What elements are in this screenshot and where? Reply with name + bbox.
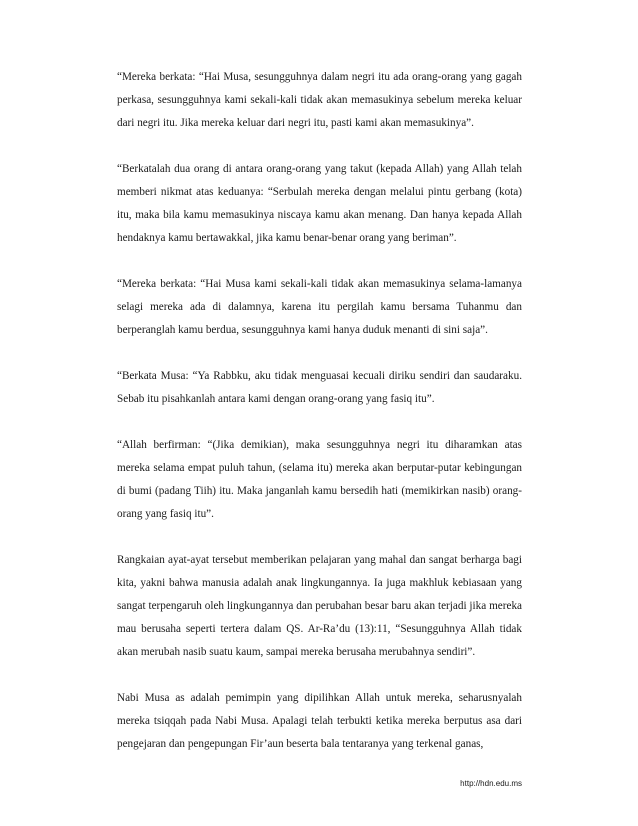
paragraph-5: “Allah berfirman: “(Jika demikian), maka sesungguhnya negri itu diharamkan atas mereka selama empat puluh tahun, (selama itu) mereka akan berputar-putar kebingungan di bumi (padang Tiih) itu. Maka janganlah kamu bersedih hati (memikirkan nasib) orang-orang yang fasiq itu”. [117,439,522,520]
body-text [117,66,522,779]
paragraph-3: “Mereka berkata: “Hai Musa kami sekali-kali tidak akan memasukinya selama-lamanya selagi mereka ada di dalamnya, karena itu pergilah kamu bersama Tuhanmu dan berperanglah kamu berdua, sesungguhnya kami hanya duduk menanti di sini saja”. [117,278,522,336]
paragraph-7: Nabi Musa as adalah pemimpin yang dipilihkan Allah untuk mereka, seharusnyalah mereka tsiqqah pada Nabi Musa. Apalagi telah terbukti ketika mereka berputus asa dari pengejaran dan pengepungan Fir’aun beserta bala tentaranya yang terkenal ganas, [117,692,522,750]
footer-url: http://hdn.edu.ms [460,779,522,788]
paragraph-1: “Mereka berkata: “Hai Musa, sesungguhnya dalam negri itu ada orang-orang yang gagah perkasa, sesungguhnya kami sekali-kali tidak akan memasukinya sebelum mereka keluar dari negri itu. Jika mereka keluar dari negri itu, pasti kami akan memasukinya”. [117,71,522,129]
paragraph-4: “Berkata Musa: “Ya Rabbku, aku tidak menguasai kecuali diriku sendiri dan saudaraku. Sebab itu pisahkanlah antara kami dengan orang-orang yang fasiq itu”. [117,370,522,405]
paragraph-6: Rangkaian ayat-ayat tersebut memberikan pelajaran yang mahal dan sangat berharga bagi kita, yakni bahwa manusia adalah anak lingkungannya. Ia juga makhluk kebiasaan yang sangat terpengaruh oleh lingkungannya dan perubahan besar baru akan terjadi jika mereka mau berusaha seperti tertera dalam QS. Ar-Ra’du (13):11, “Sesungguhnya Allah tidak akan merubah nasib suatu kaum, sampai mereka berusaha merubahnya sendiri”. [117,554,522,658]
paragraph-2: “Berkatalah dua orang di antara orang-orang yang takut (kepada Allah) yang Allah telah memberi nikmat atas keduanya: “Serbulah mereka dengan melalui pintu gerbang (kota) itu, maka bila kamu memasukinya niscaya kamu akan menang. Dan hanya kepada Allah hendaknya kamu bertawakkal, jika kamu benar-benar orang yang beriman”. [117,163,522,244]
